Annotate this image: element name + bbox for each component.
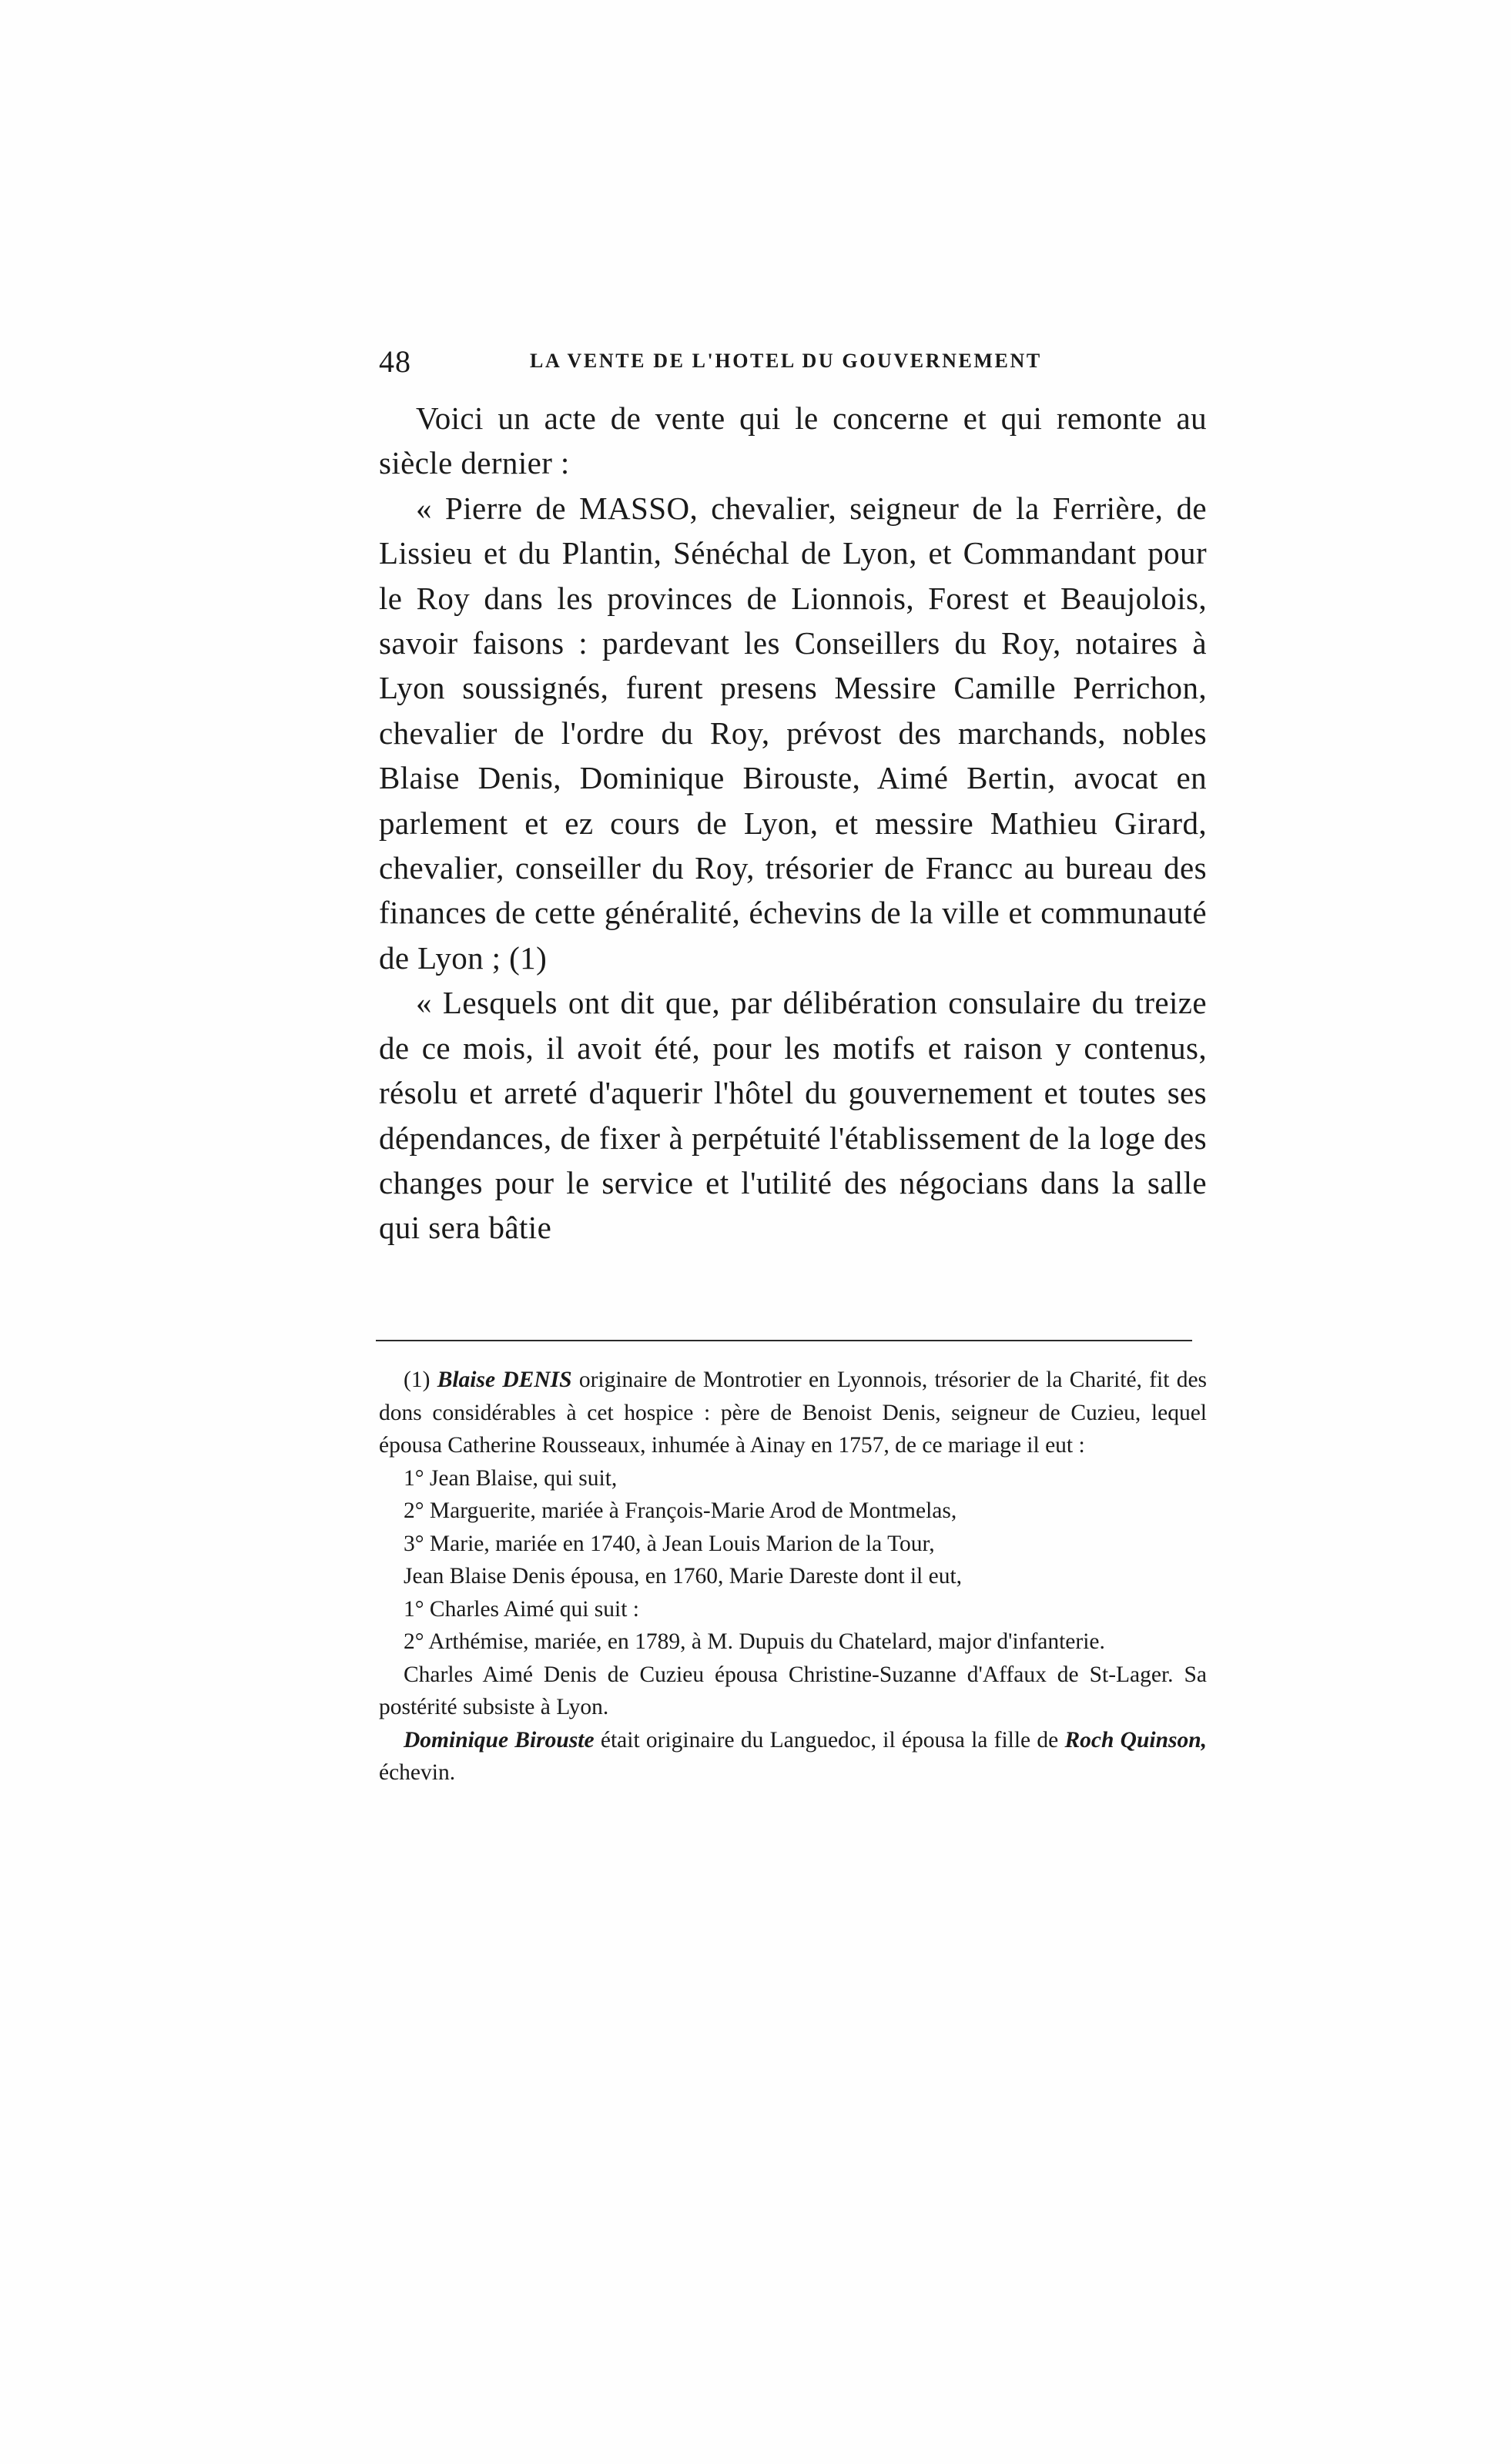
page-header <box>379 343 1211 380</box>
footnote-line-last <box>379 1724 1207 1789</box>
paragraph-2: « Pierre de MASSO, chevalier, seigneur de la Ferrière, de Lissieu et du Plantin, Sénéchal de Lyon, et Commandant pour le Roy dans les provinces de Lionnois, Forest et Beaujolois, savoir faisons : pardevant les Conseillers du Roy, notaires à Lyon soussignés, furent presens Messire Camille Perrichon, chevalier de l'ordre du Roy, prévost des marchands, nobles Blaise Denis, Dominique Birouste, Aimé Bertin, avocat en parlement et ez cours de Lyon, et messire Mathieu Girard, chevalier, conseiller du Roy, trésorier de Francc au bureau des finances de cette généralité, échevins de la ville et communauté de Lyon ; (1) <box>379 490 1207 976</box>
paragraph-1: Voici un acte de vente qui le concerne et qui remonte au siècle dernier : <box>379 400 1207 481</box>
footnotes <box>379 1364 1207 1789</box>
page-number: 48 <box>379 344 411 379</box>
footnote-1 <box>379 1364 1207 1462</box>
footnote-name: Blaise DENIS <box>437 1368 572 1392</box>
footnote-text: était originaire du Languedoc, il épousa la fille de <box>600 1727 1059 1753</box>
footnote-text: originaire de Montrotier en Lyonnois, trésorier de la Charité, fit des dons considérables à cet hospice : père de Benoist Denis, seigneur de Cuzieu, lequel épousa Catherine Rousseaux, inhumée à Ainay en 1757, de ce mariage il eut : <box>379 1368 1208 1458</box>
footnote-line: Jean Blaise Denis épousa, en 1760, Marie Dareste dont il eut, <box>404 1564 963 1589</box>
footnote-marker: (1) <box>404 1368 431 1392</box>
paragraph-3: « Lesquels ont dit que, par délibération consulaire du treize de ce mois, il avoit été, pour les motifs et raison y contenus, résolu et arreté d'aquerir l'hôtel du gouvernement et toutes ses dépendances, de fixer à perpétuité l'établissement de la loge des changes pour le service et l'utilité des négocians dans la salle qui sera bâtie <box>379 985 1207 1246</box>
footnote-line: 2° Marguerite, mariée à François-Marie Arod de Montmelas, <box>404 1498 957 1523</box>
footnote-separator <box>376 1340 1192 1341</box>
footnote-line: 1° Jean Blaise, qui suit, <box>404 1465 618 1491</box>
footnote-line: Charles Aimé Denis de Cuzieu épousa Christine-Suzanne d'Affaux de St-Lager. Sa postérité subsiste à Lyon. <box>379 1662 1207 1719</box>
main-text <box>379 396 1207 1250</box>
footnote-line: 1° Charles Aimé qui suit : <box>404 1596 639 1622</box>
running-head: LA VENTE DE L'HOTEL DU GOUVERNEMENT <box>530 350 1042 372</box>
footnote-line: 2° Arthémise, mariée, en 1789, à M. Dupuis du Chatelard, major d'infanterie. <box>404 1629 1105 1654</box>
footnote-name: Roch Quinson, <box>1064 1727 1208 1753</box>
footnote-text: échevin. <box>379 1760 456 1785</box>
footnote-name: Dominique Birouste <box>404 1727 595 1753</box>
footnote-line: 3° Marie, mariée en 1740, à Jean Louis Marion de la Tour, <box>404 1531 935 1556</box>
